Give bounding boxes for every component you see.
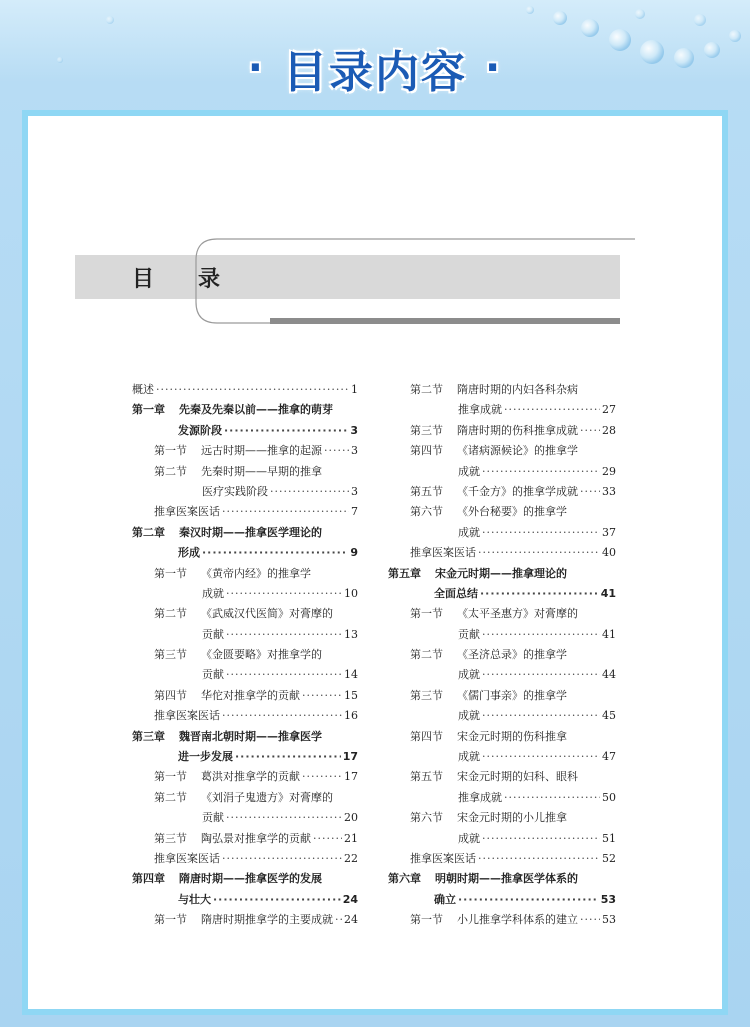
toc-entry-text: 推拿成就 <box>458 403 502 417</box>
toc-leader-dots <box>226 808 342 828</box>
toc-entry-label: 第二节 <box>154 607 187 621</box>
toc-entry-label: 第五章 <box>388 566 421 580</box>
banner-dot-right: · <box>485 45 503 91</box>
toc-entry <box>388 482 616 502</box>
toc-entry-text: 发源阶段 <box>178 423 222 437</box>
toc-entry-label: 第三节 <box>410 688 443 702</box>
toc-entry <box>132 441 358 461</box>
toc-entry <box>132 849 358 869</box>
toc-leader-dots <box>302 767 342 787</box>
toc-entry-title <box>458 706 480 726</box>
toc-entry-text: 先秦及先秦以前——推拿的萌芽 <box>179 403 333 417</box>
banner-dot-left: · <box>247 45 265 91</box>
toc-entry-text: 华佗对推拿学的贡献 <box>201 688 300 702</box>
toc-leader-dots <box>580 910 600 930</box>
toc-entry-label: 第五节 <box>410 484 443 498</box>
toc-entry-title <box>410 849 476 869</box>
toc-entry-label: 第一章 <box>132 403 165 417</box>
toc-leader-dots <box>224 421 348 441</box>
toc-page-number: 47 <box>602 750 616 764</box>
toc-leader-dots <box>482 747 600 767</box>
toc-column-right <box>388 380 616 931</box>
toc-entry-text: 推拿医案医话 <box>154 709 220 723</box>
toc-page-number: 10 <box>344 586 358 600</box>
toc-entry-label: 第五节 <box>410 770 443 784</box>
toc-leader-dots <box>482 706 600 726</box>
toc-entry-title <box>154 788 333 808</box>
toc-entry-title <box>410 727 567 747</box>
toc-entry <box>132 421 358 441</box>
toc-page-number: 29 <box>602 464 616 478</box>
toc-entry-text: 《武威汉代医简》对膏摩的 <box>201 607 333 621</box>
toc-entry <box>132 543 358 563</box>
toc-entry-text: 贡献 <box>458 627 480 641</box>
toc-page-number: 22 <box>344 851 358 865</box>
toc-entry <box>388 462 616 482</box>
toc-leader-dots <box>482 829 600 849</box>
toc-entry-label: 第四节 <box>410 444 443 458</box>
toc-entry-title <box>154 829 311 849</box>
toc-entry-title <box>154 604 333 624</box>
toc-entry-title <box>154 910 333 930</box>
toc-entry-title <box>178 890 211 910</box>
toc-page-number: 45 <box>602 709 616 723</box>
toc-entry-text: 全面总结 <box>434 586 478 600</box>
toc-entry-label: 第三节 <box>410 423 443 437</box>
toc-entry-label: 第一节 <box>154 566 187 580</box>
toc-page-number: 3 <box>351 484 358 498</box>
toc-entry <box>388 380 616 400</box>
toc-entry-title <box>410 421 578 441</box>
toc-page-number: 13 <box>344 627 358 641</box>
toc-entry-title <box>410 808 567 828</box>
page-banner <box>0 36 750 100</box>
toc-entry-text: 推拿医案医话 <box>410 546 476 560</box>
toc-entry <box>132 625 358 645</box>
toc-entry-text: 隋唐时期的内妇各科杂病 <box>457 382 578 396</box>
toc-entry-text: 成就 <box>202 586 224 600</box>
toc-entry <box>132 869 358 889</box>
toc-entry-title <box>202 482 268 502</box>
toc-entry-label: 第四节 <box>410 729 443 743</box>
toc-entry <box>388 421 616 441</box>
toc-entry-text: 成就 <box>458 750 480 764</box>
toc-entry <box>132 523 358 543</box>
toc-entry <box>388 890 616 910</box>
toc-entry-title <box>154 686 300 706</box>
toc-leader-dots <box>302 686 342 706</box>
toc-page-number: 17 <box>342 750 358 764</box>
toc-page-number: 15 <box>344 688 358 702</box>
toc-entry-text: 贡献 <box>202 668 224 682</box>
toc-entry <box>388 910 616 930</box>
toc-entry-title <box>132 380 154 400</box>
toc-leader-dots <box>213 890 341 910</box>
toc-leader-dots <box>226 665 342 685</box>
toc-entry-title <box>410 910 578 930</box>
toc-page-number: 51 <box>602 831 616 845</box>
toc-entry-text: 《诸病源候论》的推拿学 <box>457 444 578 458</box>
toc-entry-title <box>202 665 224 685</box>
toc-entry-title <box>154 645 322 665</box>
toc-entry-title <box>458 625 480 645</box>
toc-page-number: 3 <box>350 423 358 437</box>
toc-entry-text: 宋金元时期的小儿推拿 <box>457 811 567 825</box>
toc-entry <box>388 502 616 522</box>
toc-page-number: 20 <box>344 811 358 825</box>
toc-entry-label: 第一节 <box>410 913 443 927</box>
toc-entry <box>388 829 616 849</box>
title-char-1: 目 <box>132 266 155 292</box>
toc-entry-text: 宋金元时期——推拿理论的 <box>435 566 567 580</box>
toc-entry-title <box>178 543 200 563</box>
toc-entry-label: 第三章 <box>132 729 165 743</box>
toc-entry-text: 医疗实践阶段 <box>202 484 268 498</box>
toc-entry-label: 第二节 <box>154 464 187 478</box>
toc-entry-text: 《千金方》的推拿学成就 <box>457 484 578 498</box>
toc-entry-text: 进一步发展 <box>178 750 233 764</box>
toc-leader-dots <box>480 584 599 604</box>
toc-entry-title <box>154 564 311 584</box>
toc-entry <box>388 686 616 706</box>
toc-entry <box>388 543 616 563</box>
toc-entry-text: 远古时期——推拿的起源 <box>201 444 322 458</box>
toc-leader-dots <box>156 380 349 400</box>
toc-page-number: 52 <box>602 851 616 865</box>
toc-leader-dots <box>335 910 342 930</box>
toc-leader-dots <box>270 482 349 502</box>
toc-page-number: 24 <box>344 913 358 927</box>
toc-entry-label: 第二节 <box>154 790 187 804</box>
toc-entry-title <box>410 543 476 563</box>
toc-entry-title <box>458 400 502 420</box>
toc-entry-text: 确立 <box>434 892 456 906</box>
toc-entry-label: 第六节 <box>410 811 443 825</box>
toc-entry-title <box>154 502 220 522</box>
toc-page-number: 7 <box>351 505 358 519</box>
toc-entry <box>388 869 616 889</box>
toc-entry-title <box>178 747 233 767</box>
toc-entry-text: 《外台秘要》的推拿学 <box>457 505 567 519</box>
toc-entry <box>132 767 358 787</box>
toc-entry <box>132 706 358 726</box>
toc-entry-title <box>154 767 300 787</box>
toc-leader-dots <box>226 584 342 604</box>
toc-entry-label: 第二节 <box>410 648 443 662</box>
toc-entry-label: 第三节 <box>154 648 187 662</box>
toc-entry-title <box>132 523 322 543</box>
toc-entry <box>388 584 616 604</box>
toc-entry-text: 推拿医案医话 <box>154 851 220 865</box>
toc-page-number: 41 <box>602 627 616 641</box>
toc-page-number: 37 <box>602 525 616 539</box>
toc-leader-dots <box>202 543 348 563</box>
toc-entry <box>388 706 616 726</box>
toc-entry <box>132 482 358 502</box>
toc-entry-title <box>458 462 480 482</box>
toc-leader-dots <box>478 543 600 563</box>
toc-leader-dots <box>458 890 599 910</box>
toc-entry <box>132 380 358 400</box>
toc-entry <box>388 849 616 869</box>
toc-entry-title <box>154 849 220 869</box>
toc-entry-label: 第一节 <box>410 607 443 621</box>
toc-entry-label: 第一节 <box>154 770 187 784</box>
toc-entry <box>132 564 358 584</box>
toc-entry-title <box>410 482 578 502</box>
toc-entry <box>388 727 616 747</box>
toc-entry-label: 第四章 <box>132 872 165 886</box>
toc-page-number: 50 <box>602 790 616 804</box>
toc-entry-title <box>132 400 333 420</box>
toc-entry-title <box>388 564 567 584</box>
toc-entry-title <box>410 645 567 665</box>
toc-entry <box>132 665 358 685</box>
title-char-2: 录 <box>198 266 221 292</box>
toc-page-number: 17 <box>344 770 358 784</box>
toc-entry-text: 《金匮要略》对推拿学的 <box>201 648 322 662</box>
toc-entry <box>388 808 616 828</box>
toc-leader-dots <box>504 400 600 420</box>
toc-page-number: 27 <box>602 403 616 417</box>
toc-entry-title <box>410 441 578 461</box>
toc-entry <box>388 665 616 685</box>
toc-entry <box>132 747 358 767</box>
title-underline <box>270 318 620 324</box>
toc-entry-text: 陶弘景对推拿学的贡献 <box>201 831 311 845</box>
toc-entry-title <box>434 890 456 910</box>
toc-page-number: 3 <box>351 444 358 458</box>
toc-leader-dots <box>235 747 341 767</box>
toc-entry-text: 宋金元时期的妇科、眼科 <box>457 770 578 784</box>
toc-entry-text: 推拿医案医话 <box>154 505 220 519</box>
toc-entry-title <box>458 829 480 849</box>
toc-leader-dots <box>482 523 600 543</box>
toc-entry <box>132 788 358 808</box>
toc-page-number: 21 <box>344 831 358 845</box>
toc-entry-label: 第四节 <box>154 688 187 702</box>
toc-entry-label: 第二章 <box>132 525 165 539</box>
toc-entry-title <box>154 706 220 726</box>
toc-entry-title <box>388 869 578 889</box>
toc-entry-label: 第一节 <box>154 444 187 458</box>
toc-leader-dots <box>222 706 342 726</box>
page-title <box>132 262 264 293</box>
toc-entry-title <box>132 869 322 889</box>
toc-entry-title <box>458 788 502 808</box>
toc-page-number: 53 <box>600 892 616 906</box>
toc-entry-title <box>458 747 480 767</box>
toc-entry-text: 宋金元时期的伤科推拿 <box>457 729 567 743</box>
toc-entry <box>132 400 358 420</box>
toc-entry <box>132 829 358 849</box>
toc-page-number: 24 <box>342 892 358 906</box>
toc-entry <box>388 767 616 787</box>
toc-entry <box>132 604 358 624</box>
toc-entry-title <box>410 380 578 400</box>
toc-entry-title <box>410 604 578 624</box>
toc-entry <box>388 604 616 624</box>
toc-entry-title <box>410 502 567 522</box>
toc-entry-text: 《太平圣惠方》对膏摩的 <box>457 607 578 621</box>
toc-page-number: 40 <box>602 546 616 560</box>
toc-entry <box>388 441 616 461</box>
toc-entry <box>132 890 358 910</box>
toc-entry-text: 隋唐时期的伤科推拿成就 <box>457 423 578 437</box>
toc-leader-dots <box>222 849 342 869</box>
toc-entry-text: 成就 <box>458 709 480 723</box>
toc-entry-text: 推拿成就 <box>458 790 502 804</box>
toc-entry <box>388 645 616 665</box>
toc-entry-text: 隋唐时期推拿学的主要成就 <box>201 913 333 927</box>
toc-entry-text: 贡献 <box>202 811 224 825</box>
toc-entry-label: 第六章 <box>388 872 421 886</box>
toc-page-number: 9 <box>350 546 358 560</box>
banner-title: 目录内容 <box>283 47 467 98</box>
toc-entry-text: 《刘涓子鬼遗方》对膏摩的 <box>201 790 333 804</box>
toc-entry-text: 成就 <box>458 668 480 682</box>
toc-entry-title <box>202 808 224 828</box>
toc-entry <box>388 523 616 543</box>
toc-entry <box>132 645 358 665</box>
toc-leader-dots <box>226 625 342 645</box>
toc-entry-text: 《儒门事亲》的推拿学 <box>457 688 567 702</box>
toc-page-number: 16 <box>344 709 358 723</box>
toc-entry-text: 葛洪对推拿学的贡献 <box>201 770 300 784</box>
toc-leader-dots <box>580 421 600 441</box>
toc-entry-text: 魏晋南北朝时期——推拿医学 <box>179 729 322 743</box>
toc-entry <box>132 808 358 828</box>
toc-entry-text: 先秦时期——早期的推拿 <box>201 464 322 478</box>
toc-leader-dots <box>482 665 600 685</box>
toc-entry-title <box>410 686 567 706</box>
toc-leader-dots <box>482 462 600 482</box>
toc-entry-text: 推拿医案医话 <box>410 851 476 865</box>
toc-leader-dots <box>482 625 600 645</box>
toc-entry-label: 第二节 <box>410 382 443 396</box>
toc-page-number: 14 <box>344 668 358 682</box>
toc-leader-dots <box>478 849 600 869</box>
toc-entry-text: 概述 <box>132 382 154 396</box>
toc-entry-title <box>202 584 224 604</box>
toc-entry-text: 小儿推拿学科体系的建立 <box>457 913 578 927</box>
toc-entry-title <box>132 727 322 747</box>
toc-entry <box>388 564 616 584</box>
toc-entry <box>388 747 616 767</box>
toc-entry-text: 成就 <box>458 525 480 539</box>
toc-leader-dots <box>580 482 600 502</box>
toc-leader-dots <box>222 502 349 522</box>
toc-entry <box>132 686 358 706</box>
toc-entry-title <box>410 767 578 787</box>
toc-entry-label: 第三节 <box>154 831 187 845</box>
toc-entry <box>132 462 358 482</box>
toc-entry-title <box>154 441 322 461</box>
toc-entry-text: 隋唐时期——推拿医学的发展 <box>179 872 322 886</box>
toc-entry-text: 贡献 <box>202 627 224 641</box>
toc-entry-title <box>434 584 478 604</box>
toc-entry-title <box>178 421 222 441</box>
toc-page-number: 41 <box>600 586 616 600</box>
toc-entry-text: 《圣济总录》的推拿学 <box>457 648 567 662</box>
toc-entry-text: 秦汉时期——推拿医学理论的 <box>179 525 322 539</box>
toc-entry <box>388 625 616 645</box>
toc-page-number: 28 <box>602 423 616 437</box>
toc-entry-text: 《黄帝内经》的推拿学 <box>201 566 311 580</box>
toc-page-number: 53 <box>602 913 616 927</box>
toc-entry-text: 成就 <box>458 831 480 845</box>
toc-entry <box>132 584 358 604</box>
toc-page-number: 44 <box>602 668 616 682</box>
toc-entry-text: 成就 <box>458 464 480 478</box>
toc-entry-label: 第一节 <box>154 913 187 927</box>
toc-entry-title <box>458 523 480 543</box>
toc-column-left <box>132 380 358 931</box>
toc-entry <box>132 502 358 522</box>
toc-entry-text: 形成 <box>178 546 200 560</box>
toc-leader-dots <box>313 829 342 849</box>
toc-leader-dots <box>504 788 600 808</box>
toc-entry <box>388 788 616 808</box>
toc-entry <box>132 727 358 747</box>
toc-entry <box>388 400 616 420</box>
toc-entry-label: 第六节 <box>410 505 443 519</box>
toc-page-number: 1 <box>351 382 358 396</box>
toc-entry-title <box>202 625 224 645</box>
toc-leader-dots <box>324 441 349 461</box>
toc-entry-text: 与壮大 <box>178 892 211 906</box>
toc-page-number: 33 <box>602 484 616 498</box>
toc-entry-text: 明朝时期——推拿医学体系的 <box>435 872 578 886</box>
toc-entry-title <box>458 665 480 685</box>
toc-entry-title <box>154 462 322 482</box>
toc-entry <box>132 910 358 930</box>
